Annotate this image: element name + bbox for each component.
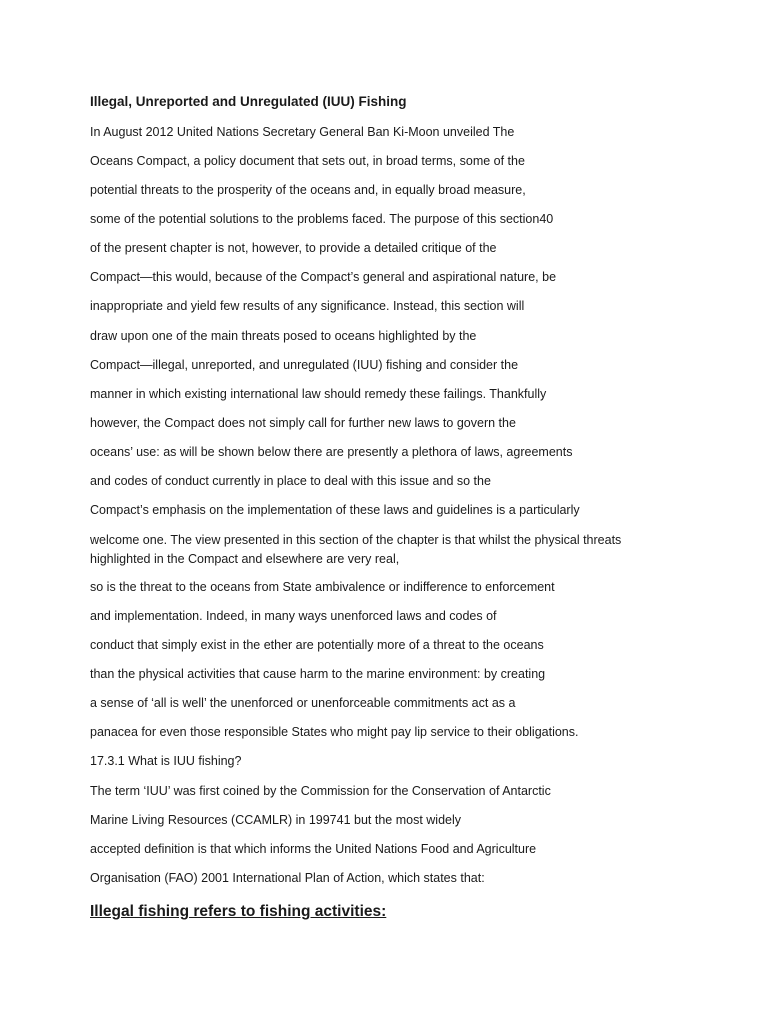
body-line: Organisation (FAO) 2001 International Plan of Action, which states that: bbox=[90, 871, 485, 885]
body-line: some of the potential solutions to the problems faced. The purpose of this section40 bbox=[90, 212, 554, 226]
section-heading: 17.3.1 What is IUU fishing? bbox=[90, 754, 242, 768]
body-line: oceans’ use: as will be shown below there are presently a plethora of laws, agreements bbox=[90, 445, 573, 459]
body-line: manner in which existing international law should remedy these failings. Thankfully bbox=[90, 387, 547, 401]
body-line: Oceans Compact, a policy document that sets out, in broad terms, some of the bbox=[90, 154, 525, 168]
body-line: a sense of ‘all is well’ the unenforced or unenforceable commitments act as a bbox=[90, 696, 516, 710]
body-line: The term ‘IUU’ was first coined by the Commission for the Conservation of Antarctic bbox=[90, 784, 551, 798]
body-line: In August 2012 United Nations Secretary General Ban Ki-Moon unveiled The bbox=[90, 125, 515, 139]
body-line: and codes of conduct currently in place to deal with this issue and so the bbox=[90, 474, 491, 488]
body-line: Compact—illegal, unreported, and unregulated (IUU) fishing and consider the bbox=[90, 358, 519, 372]
body-line: Marine Living Resources (CCAMLR) in 199741 but the most widely bbox=[90, 813, 461, 827]
body-line: of the present chapter is not, however, to provide a detailed critique of the bbox=[90, 241, 497, 255]
body-line: inappropriate and yield few results of any significance. Instead, this section will bbox=[90, 299, 525, 313]
document-title: Illegal, Unreported and Unregulated (IUU) Fishing bbox=[90, 94, 407, 109]
body-line: welcome one. The view presented in this section of the chapter is that whilst the physical threats highlighted in the Compact and elsewhere are very real, bbox=[90, 533, 622, 566]
body-line: than the physical activities that cause harm to the marine environment: by creating bbox=[90, 667, 546, 681]
body-line: potential threats to the prosperity of the oceans and, in equally broad measure, bbox=[90, 183, 526, 197]
body-line: conduct that simply exist in the ether are potentially more of a threat to the oceans bbox=[90, 638, 544, 652]
body-line: panacea for even those responsible States who might pay lip service to their obligations. bbox=[90, 725, 579, 739]
body-line: Compact—this would, because of the Compact’s general and aspirational nature, be bbox=[90, 270, 557, 284]
body-line: accepted definition is that which informs the United Nations Food and Agriculture bbox=[90, 842, 537, 856]
body-line: however, the Compact does not simply call for further new laws to govern the bbox=[90, 416, 516, 430]
sub-heading: Illegal fishing refers to fishing activities: bbox=[90, 903, 387, 920]
body-line: draw upon one of the main threats posed to oceans highlighted by the bbox=[90, 329, 477, 343]
body-line: Compact’s emphasis on the implementation of these laws and guidelines is a particularly bbox=[90, 503, 580, 517]
body-line: so is the threat to the oceans from State ambivalence or indifference to enforcement bbox=[90, 580, 555, 594]
body-line: and implementation. Indeed, in many ways unenforced laws and codes of bbox=[90, 609, 497, 623]
